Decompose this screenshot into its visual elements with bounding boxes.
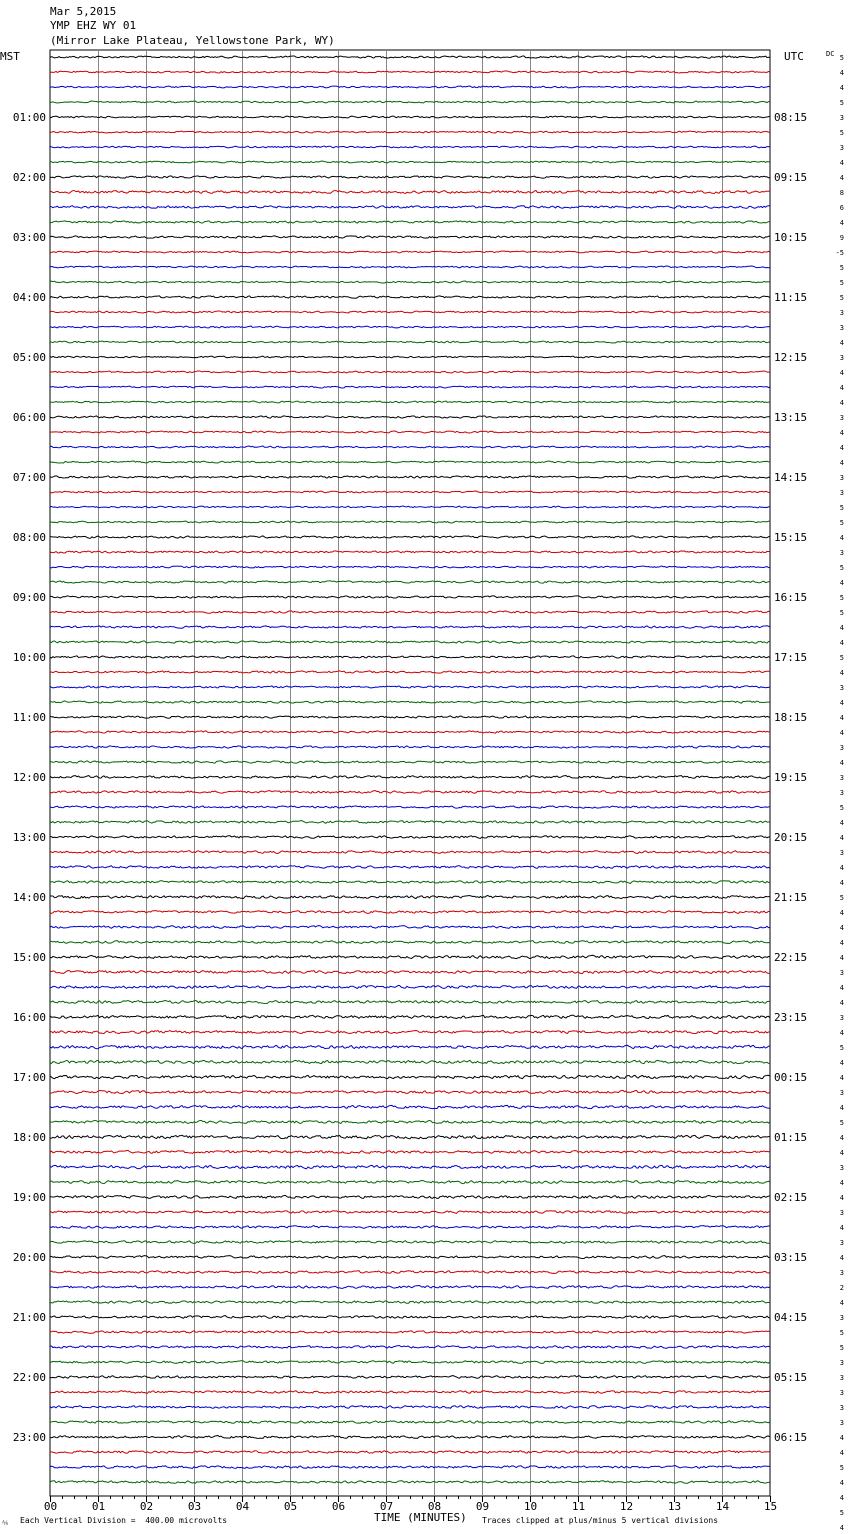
trace-row	[50, 641, 770, 643]
scale-note: Each Vertical Division = 400.00 microvolts	[20, 1516, 228, 1525]
mst-hour-label: 14:00	[12, 891, 46, 904]
trace-row	[50, 731, 770, 733]
trace-row	[50, 251, 770, 253]
trace-row	[50, 1195, 770, 1198]
dc-value: -5	[835, 249, 844, 257]
dc-value: 3	[839, 774, 844, 782]
dc-value: 4	[839, 84, 844, 92]
trace-row	[50, 596, 770, 598]
x-tick-label: 06	[331, 1500, 346, 1513]
clip-note: Traces clipped at plus/minus 5 vertical divisions	[482, 1516, 719, 1525]
dc-value: 3	[839, 1164, 844, 1172]
x-tick-label: 15	[763, 1500, 778, 1513]
dc-value: 4	[839, 639, 844, 647]
trace-row	[50, 836, 770, 839]
dc-value: 4	[839, 1299, 844, 1307]
trace-row	[50, 1346, 770, 1349]
x-tick-label: 04	[235, 1500, 250, 1513]
utc-hour-label: 06:15	[774, 1431, 808, 1444]
utc-hour-label: 16:15	[774, 591, 808, 604]
dc-value: 4	[839, 924, 844, 932]
mst-hour-label: 01:00	[12, 111, 46, 124]
dc-value: 4	[839, 834, 844, 842]
dc-value: 8	[839, 189, 844, 197]
dc-value: 3	[839, 489, 844, 497]
utc-hour-label: 11:15	[774, 291, 808, 304]
trace-row	[50, 1331, 770, 1334]
dc-value: 4	[839, 1194, 844, 1202]
dc-value: 3	[839, 849, 844, 857]
trace-row	[50, 311, 770, 313]
mst-hour-label: 08:00	[12, 531, 46, 544]
dc-value: 4	[839, 459, 844, 467]
trace-row	[50, 1015, 770, 1018]
dc-value: 3	[839, 309, 844, 317]
trace-row	[50, 626, 770, 629]
trace-row	[50, 1286, 770, 1289]
dc-value: 5	[839, 264, 844, 272]
trace-row	[50, 895, 770, 898]
dc-value: 4	[839, 879, 844, 887]
utc-hour-label: 01:15	[774, 1131, 808, 1144]
trace-row	[50, 461, 770, 463]
dc-value: 4	[839, 984, 844, 992]
trace-row	[50, 1031, 770, 1034]
trace-row	[50, 1060, 770, 1063]
trace-row	[50, 401, 770, 403]
trace-row	[50, 521, 770, 523]
trace-row	[50, 686, 770, 688]
dc-value: 3	[839, 1374, 844, 1382]
trace-row	[50, 1045, 770, 1049]
mst-hour-label: 18:00	[12, 1131, 46, 1144]
trace-row	[50, 1105, 770, 1108]
mst-hour-label: 17:00	[12, 1071, 46, 1084]
dc-value: 3	[839, 1419, 844, 1427]
mst-hour-label: 11:00	[12, 711, 46, 724]
mst-hour-label: 05:00	[12, 351, 46, 364]
dc-value: 4	[839, 339, 844, 347]
mst-hour-label: 20:00	[12, 1251, 46, 1264]
trace-row	[50, 221, 770, 223]
utc-hour-label: 08:15	[774, 111, 808, 124]
trace-row	[50, 671, 770, 673]
trace-row	[50, 1256, 770, 1259]
x-tick-label: 13	[667, 1500, 682, 1513]
dc-value: 5	[839, 519, 844, 527]
dc-value: 4	[839, 384, 844, 392]
utc-hour-label: 18:15	[774, 711, 808, 724]
trace-row	[50, 386, 770, 388]
utc-hour-label: 15:15	[774, 531, 808, 544]
dc-value: 5	[839, 609, 844, 617]
trace-row	[50, 881, 770, 884]
trace-row	[50, 611, 770, 613]
dc-value: 9	[839, 234, 844, 242]
mst-hour-label: 13:00	[12, 831, 46, 844]
utc-hour-label: 05:15	[774, 1371, 808, 1384]
dc-value: 3	[839, 789, 844, 797]
trace-row	[50, 56, 770, 58]
trace-row	[50, 851, 770, 854]
trace-row	[50, 821, 770, 824]
trace-row	[50, 761, 770, 763]
dc-value: 4	[839, 219, 844, 227]
trace-row	[50, 176, 770, 178]
dc-value: 4	[839, 864, 844, 872]
trace-row	[50, 236, 770, 238]
dc-value: 4	[839, 444, 844, 452]
dc-column-label: DC	[826, 50, 835, 58]
dc-value: 5	[839, 294, 844, 302]
trace-row	[50, 296, 770, 298]
trace-row	[50, 281, 770, 283]
trace-row	[50, 131, 770, 133]
trace-row	[50, 326, 770, 328]
x-axis-title: TIME (MINUTES)	[374, 1511, 467, 1524]
dc-value: 4	[839, 759, 844, 767]
trace-row	[50, 806, 770, 808]
trace-row	[50, 970, 770, 973]
dc-value: 4	[839, 1179, 844, 1187]
mst-hour-label: 22:00	[12, 1371, 46, 1384]
utc-hour-label: 14:15	[774, 471, 808, 484]
trace-row	[50, 1150, 770, 1153]
dc-value: 3	[839, 354, 844, 362]
trace-row	[50, 551, 770, 553]
x-tick-label: 09	[475, 1500, 490, 1513]
x-tick-label: 08	[427, 1500, 442, 1513]
utc-hour-label: 10:15	[774, 231, 808, 244]
dc-value: 4	[839, 1134, 844, 1142]
dc-value: 4	[839, 369, 844, 377]
trace-row	[50, 101, 770, 103]
dc-value: 3	[839, 324, 844, 332]
mst-hour-label: 02:00	[12, 171, 46, 184]
dc-value: 4	[839, 1029, 844, 1037]
dc-value: 5	[839, 54, 844, 62]
utc-hour-label: 00:15	[774, 1071, 808, 1084]
trace-row	[50, 1406, 770, 1409]
trace-row	[50, 1165, 770, 1168]
mst-hour-label: 21:00	[12, 1311, 46, 1324]
trace-row	[50, 71, 770, 73]
dc-value: 3	[839, 549, 844, 557]
dc-value: 4	[839, 1059, 844, 1067]
trace-row	[50, 581, 770, 583]
trace-row	[50, 1421, 770, 1424]
footer-mark: ⅍	[2, 1519, 9, 1527]
utc-hour-label: 09:15	[774, 171, 808, 184]
trace-row	[50, 116, 770, 118]
utc-hour-label: 02:15	[774, 1191, 808, 1204]
dc-value: 4	[839, 909, 844, 917]
dc-value: 4	[839, 714, 844, 722]
dc-value: 3	[839, 1359, 844, 1367]
plot-date: Mar 5,2015	[50, 5, 117, 18]
trace-row	[50, 746, 770, 748]
dc-value: 4	[839, 624, 844, 632]
mst-hour-label: 23:00	[12, 1431, 46, 1444]
utc-hour-label: 12:15	[774, 351, 808, 364]
x-tick-label: 14	[715, 1500, 730, 1513]
dc-value: 3	[839, 1314, 844, 1322]
mst-hour-label: 19:00	[12, 1191, 46, 1204]
dc-value: 3	[839, 114, 844, 122]
trace-row	[50, 1120, 770, 1123]
dc-value: 4	[839, 69, 844, 77]
dc-value: 4	[839, 399, 844, 407]
dc-value: 4	[839, 1224, 844, 1232]
trace-row	[50, 446, 770, 448]
dc-value: 4	[839, 429, 844, 437]
dc-value: 4	[839, 939, 844, 947]
dc-value: 4	[839, 579, 844, 587]
dc-value: 4	[839, 1254, 844, 1262]
dc-value: 3	[839, 1014, 844, 1022]
dc-value: 3	[839, 144, 844, 152]
trace-row	[50, 491, 770, 493]
left-timezone-label: MST	[0, 50, 20, 63]
trace-row	[50, 161, 770, 163]
utc-hour-label: 20:15	[774, 831, 808, 844]
trace-row	[50, 1361, 770, 1364]
dc-value: 4	[839, 1494, 844, 1502]
trace-row	[50, 1451, 770, 1454]
mst-hour-label: 03:00	[12, 231, 46, 244]
trace-row	[50, 1135, 770, 1139]
station-code: YMP EHZ WY 01	[50, 19, 137, 32]
dc-value: 5	[839, 804, 844, 812]
trace-row	[50, 866, 770, 869]
dc-value: 4	[839, 954, 844, 962]
utc-hour-label: 04:15	[774, 1311, 808, 1324]
mst-hour-label: 06:00	[12, 411, 46, 424]
utc-hour-label: 03:15	[774, 1251, 808, 1264]
utc-hour-label: 13:15	[774, 411, 808, 424]
trace-row	[50, 506, 770, 508]
dc-value: 5	[839, 1464, 844, 1472]
trace-row	[50, 656, 770, 658]
trace-row	[50, 1211, 770, 1214]
utc-hour-label: 21:15	[774, 891, 808, 904]
trace-row	[50, 911, 770, 914]
dc-value: 3	[839, 684, 844, 692]
dc-value: 4	[839, 1149, 844, 1157]
mst-hour-label: 10:00	[12, 651, 46, 664]
trace-row	[50, 266, 770, 268]
trace-row	[50, 941, 770, 944]
dc-value: 3	[839, 969, 844, 977]
trace-row	[50, 86, 770, 88]
dc-value: 4	[839, 1074, 844, 1082]
utc-hour-label: 17:15	[774, 651, 808, 664]
dc-value: 4	[839, 174, 844, 182]
dc-value: 5	[839, 894, 844, 902]
dc-value: 4	[839, 819, 844, 827]
x-tick-label: 00	[43, 1500, 58, 1513]
label-group	[13, 54, 844, 1534]
trace-row	[50, 371, 770, 373]
dc-value: 4	[839, 729, 844, 737]
trace-row	[50, 926, 770, 929]
dc-value: 3	[839, 414, 844, 422]
utc-hour-label: 23:15	[774, 1011, 808, 1024]
dc-value: 4	[839, 1524, 844, 1532]
dc-value: 4	[839, 534, 844, 542]
trace-group	[50, 56, 770, 1483]
x-tick-label: 02	[139, 1500, 154, 1513]
trace-row	[50, 1271, 770, 1274]
utc-hour-label: 22:15	[774, 951, 808, 964]
trace-row	[50, 356, 770, 358]
dc-value: 5	[839, 99, 844, 107]
trace-row	[50, 776, 770, 779]
trace-row	[50, 1316, 770, 1319]
x-tick-label: 03	[187, 1500, 202, 1513]
dc-value: 3	[839, 1269, 844, 1277]
dc-value: 4	[839, 1104, 844, 1112]
mst-hour-label: 16:00	[12, 1011, 46, 1024]
trace-row	[50, 536, 770, 538]
x-tick-label: 01	[91, 1500, 106, 1513]
x-tick-label: 07	[379, 1500, 394, 1513]
dc-value: 3	[839, 1239, 844, 1247]
trace-row	[50, 1376, 770, 1379]
trace-row	[50, 431, 770, 433]
trace-row	[50, 701, 770, 703]
trace-row	[50, 416, 770, 418]
dc-value: 3	[839, 1404, 844, 1412]
trace-row	[50, 190, 770, 193]
dc-value: 5	[839, 1119, 844, 1127]
trace-row	[50, 716, 770, 718]
trace-row	[50, 566, 770, 568]
trace-row	[50, 476, 770, 478]
dc-value: 5	[839, 279, 844, 287]
dc-value: 5	[839, 594, 844, 602]
mst-hour-label: 04:00	[12, 291, 46, 304]
mst-hour-label: 07:00	[12, 471, 46, 484]
dc-value: 3	[839, 1209, 844, 1217]
dc-value: 5	[839, 564, 844, 572]
right-timezone-label: UTC	[784, 50, 804, 63]
dc-value: 4	[839, 1449, 844, 1457]
mst-hour-label: 12:00	[12, 771, 46, 784]
trace-row	[50, 1466, 770, 1469]
trace-row	[50, 985, 770, 988]
trace-row	[50, 1090, 770, 1093]
dc-value: 4	[839, 159, 844, 167]
dc-value: 4	[839, 669, 844, 677]
x-tick-label: 12	[619, 1500, 634, 1513]
dc-value: 3	[839, 474, 844, 482]
dc-value: 6	[839, 204, 844, 212]
dc-value: 4	[839, 1479, 844, 1487]
mst-hour-label: 15:00	[12, 951, 46, 964]
mst-hour-label: 09:00	[12, 591, 46, 604]
trace-row	[50, 955, 770, 958]
trace-row	[50, 1226, 770, 1229]
trace-row	[50, 1001, 770, 1004]
trace-row	[50, 1075, 770, 1078]
trace-row	[50, 341, 770, 343]
dc-value: 3	[839, 1089, 844, 1097]
dc-value: 3	[839, 1389, 844, 1397]
dc-value: 2	[839, 1284, 844, 1292]
trace-row	[50, 1241, 770, 1244]
trace-row	[50, 1481, 770, 1484]
dc-value: 5	[839, 1329, 844, 1337]
dc-value: 3	[839, 744, 844, 752]
dc-value: 5	[839, 654, 844, 662]
x-tick-label: 05	[283, 1500, 298, 1513]
x-tick-label: 10	[523, 1500, 538, 1513]
station-location: (Mirror Lake Plateau, Yellowstone Park, WY)	[50, 34, 335, 47]
dc-value: 5	[839, 1509, 844, 1517]
dc-value: 5	[839, 504, 844, 512]
dc-value: 4	[839, 699, 844, 707]
trace-row	[50, 1391, 770, 1394]
dc-value: 5	[839, 1344, 844, 1352]
trace-row	[50, 791, 770, 794]
x-tick-label: 11	[571, 1500, 586, 1513]
utc-hour-label: 19:15	[774, 771, 808, 784]
trace-row	[50, 1436, 770, 1439]
dc-value: 5	[839, 129, 844, 137]
trace-row	[50, 206, 770, 209]
dc-value: 4	[839, 999, 844, 1007]
trace-row	[50, 1301, 770, 1304]
trace-row	[50, 146, 770, 148]
trace-row	[50, 1181, 770, 1184]
dc-value: 5	[839, 1044, 844, 1052]
dc-value: 4	[839, 1434, 844, 1442]
